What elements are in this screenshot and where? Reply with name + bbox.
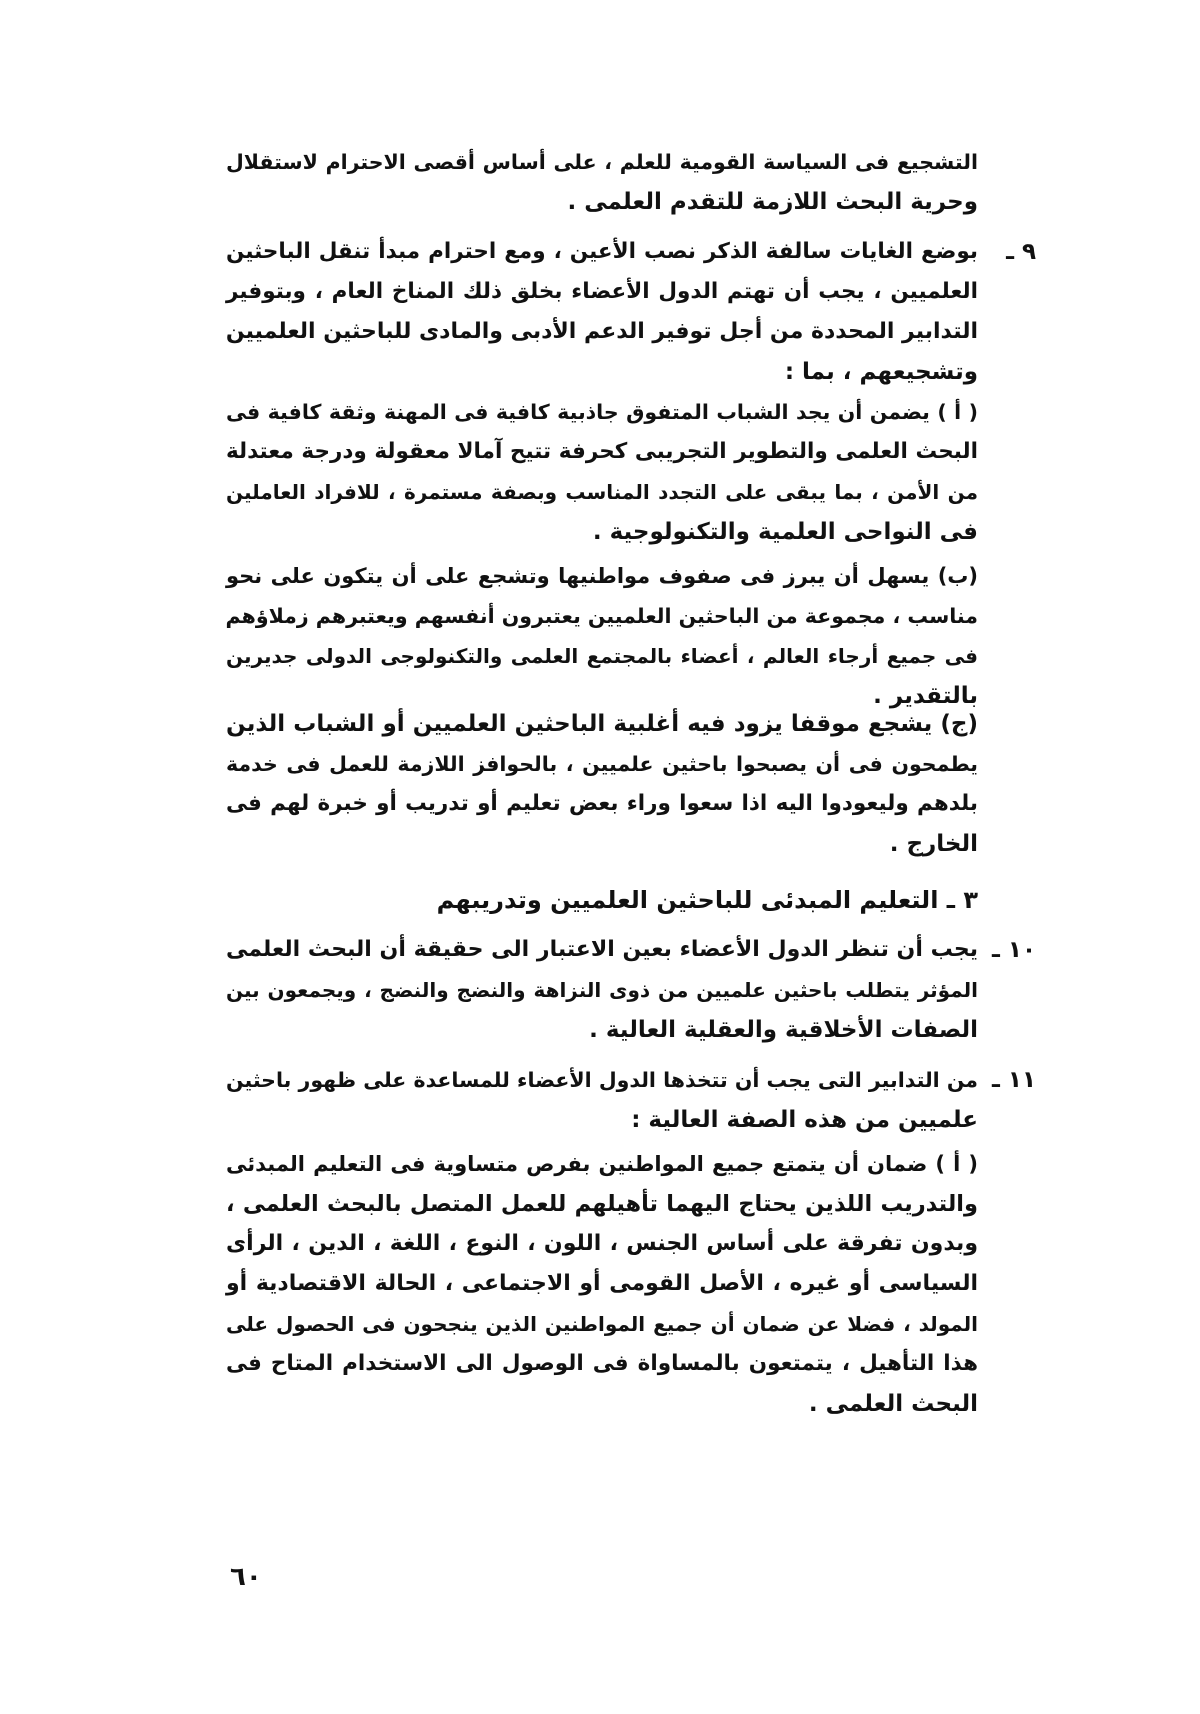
paragraph-number: ٩ ـ	[1006, 239, 1036, 265]
text-line: يطمحون فى أن يصبحوا باحثين علميين ، بالحوافز اللازمة للعمل فى خدمة	[226, 752, 978, 776]
text-line: (ج) يشجع موقفا يزود فيه أغلبية الباحثين العلميين أو الشباب الذين	[226, 711, 978, 737]
text-line: السياسى أو غيره ، الأصل القومى أو الاجتماعى ، الحالة الاقتصادية أو	[226, 1271, 978, 1296]
paragraph-9	[225, 232, 1036, 392]
paragraph-11	[226, 1060, 1036, 1140]
text-line: الصفات الأخلاقية والعقلية العالية .	[589, 1017, 978, 1043]
paragraph-number: ١٠ ـ	[992, 937, 1036, 963]
text-line: التدابير المحددة من أجل توفير الدعم الأدبى والمادى للباحثين العلميين	[225, 319, 978, 344]
text-line: والتدريب اللذين يحتاج اليهما تأهيلهم للعمل المتصل بالبحث العلمى ،	[226, 1191, 978, 1217]
text-line: فى جميع أرجاء العالم ، أعضاء بالمجتمع العلمى والتكنولوجى الدولى جديرين	[226, 644, 978, 668]
text-line: وحرية البحث اللازمة للتقدم العلمى .	[567, 189, 978, 215]
text-line: التشجيع فى السياسة القومية للعلم ، على أساس أقصى الاحترام لاستقلال	[226, 150, 978, 174]
page-number: ٦٠	[230, 1562, 262, 1592]
text-line: وبدون تفرقة على أساس الجنس ، اللون ، النوع ، اللغة ، الدين ، الرأى	[226, 1231, 978, 1256]
text-line: المولد ، فضلا عن ضمان أن جميع المواطنين الذين ينجحون فى الحصول على	[226, 1312, 978, 1336]
text-line: مناسب ، مجموعة من الباحثين العلميين يعتبرون أنفسهم ويعتبرهم زملاؤهم	[225, 604, 978, 628]
text-line: العلميين ، يجب أن تهتم الدول الأعضاء بخلق ذلك المناخ العام ، وبتوفير	[226, 279, 978, 304]
section-heading: ٣ ـ التعليم المبدئى للباحثين العلميين وتدريبهم	[436, 886, 978, 914]
text-line: (ب) يسهل أن يبرز فى صفوف مواطنيها وتشجع على أن يتكون على نحو	[226, 564, 978, 588]
paragraph-10	[226, 930, 1036, 1050]
text-line: فى النواحى العلمية والتكنولوجية .	[592, 519, 978, 545]
paragraph-intro	[226, 142, 978, 222]
text-line: البحث العلمى .	[808, 1391, 978, 1417]
text-line: الخارج .	[889, 831, 978, 857]
text-line: يجب أن تنظر الدول الأعضاء بعين الاعتبار الى حقيقة أن البحث العلمى	[226, 937, 978, 962]
text-line: بالتقدير .	[873, 683, 978, 709]
text-line: البحث العلمى والتطوير التجريبى كحرفة تتيح آمالا معقولة ودرجة معتدلة	[226, 439, 978, 464]
text-line: المؤثر يتطلب باحثين علميين من ذوى النزاهة والنضج والنضج ، ويجمعون بين	[226, 978, 978, 1002]
paragraph-9c	[226, 704, 978, 864]
text-line: من التدابير التى يجب أن تتخذها الدول الأعضاء للمساعدة على ظهور باحثين	[226, 1068, 978, 1092]
text-line: وتشجيعهم ، بما :	[784, 359, 978, 385]
text-line: ( أ ) ضمان أن يتمتع جميع المواطنين بفرص متساوية فى التعليم المبدئى	[226, 1152, 978, 1176]
text-line: بوضع الغايات سالفة الذكر نصب الأعين ، ومع احترام مبدأ تنقل الباحثين	[226, 239, 978, 264]
text-line: هذا التأهيل ، يتمتعون بالمساواة فى الوصول الى الاستخدام المتاح فى	[226, 1351, 978, 1376]
paragraph-9a	[226, 392, 978, 552]
text-line: علميين من هذه الصفة العالية :	[631, 1107, 978, 1133]
text-line: من الأمن ، بما يبقى على التجدد المناسب وبصفة مستمرة ، للافراد العاملين	[226, 480, 978, 504]
text-line: ( أ ) يضمن أن يجد الشباب المتفوق جاذبية كافية فى المهنة وثقة كافية فى	[226, 400, 978, 424]
paragraph-11a	[226, 1144, 978, 1424]
paragraph-number: ١١ ـ	[992, 1067, 1036, 1093]
text-line: بلدهم وليعودوا اليه اذا سعوا وراء بعض تعليم أو تدريب أو خبرة لهم فى	[226, 791, 978, 816]
paragraph-9b	[226, 556, 978, 716]
